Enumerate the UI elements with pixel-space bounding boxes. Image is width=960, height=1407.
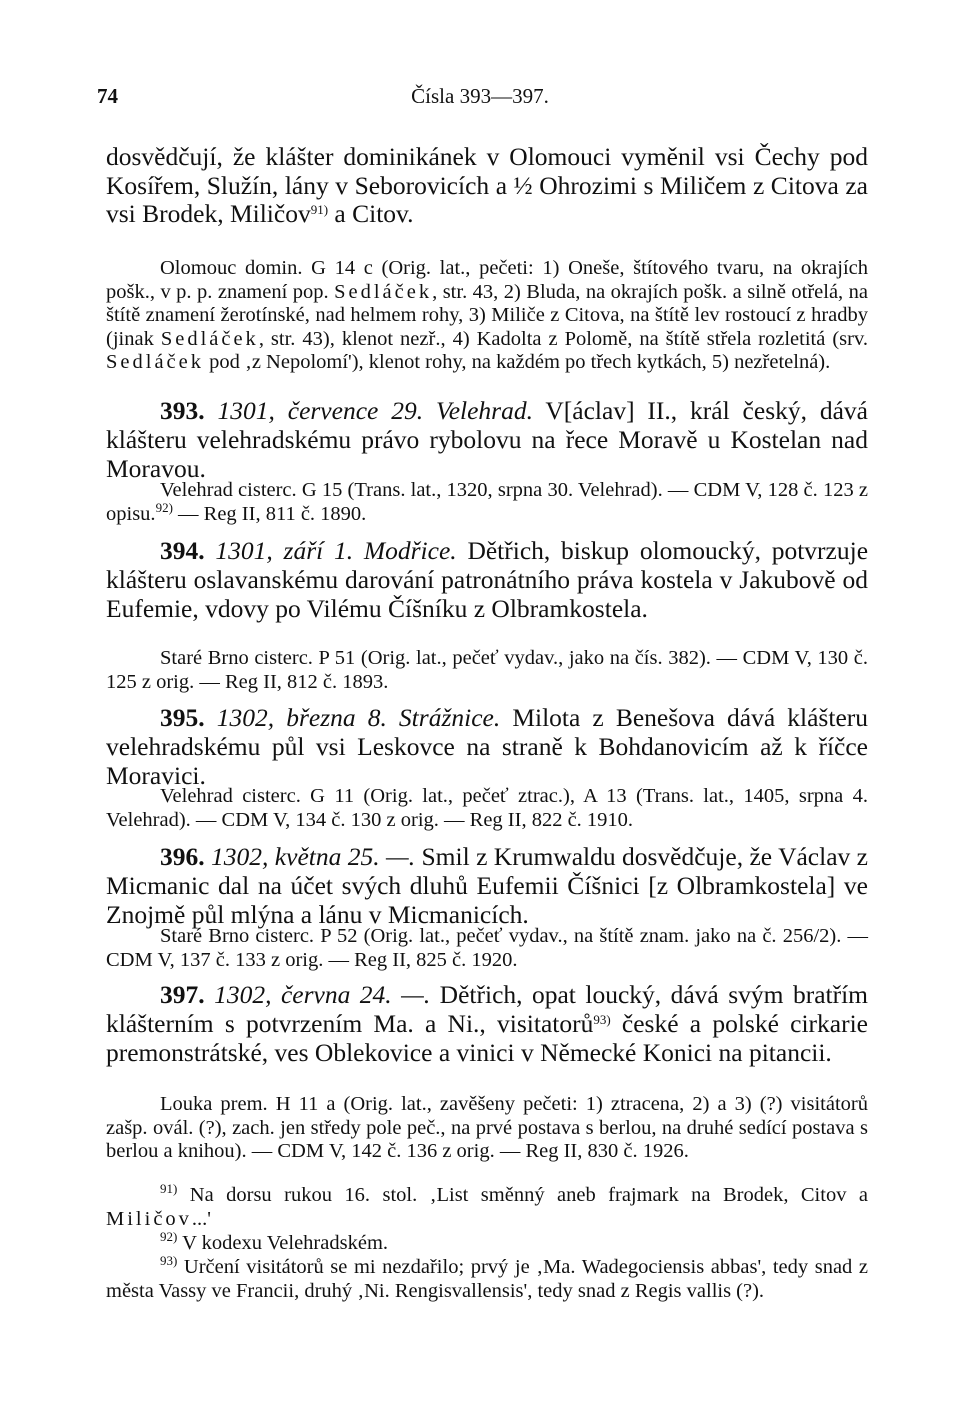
entry-394-source	[106, 647, 868, 694]
footnote-text: Určení visitátorů se mi nezdařilo; prvý je ‚Ma. Wadegociensis abbas', tedy snad z města Vassy ve Francii, druhý ‚Ni. Rengisvallensis', tedy snad z Regis vallis (?).	[106, 1256, 868, 1302]
running-title: Čísla 393—397.	[411, 84, 549, 108]
entry-396-source	[106, 925, 868, 972]
intro-source	[106, 257, 868, 375]
entry-date: 1302, května 25. —.	[211, 842, 416, 871]
spaced-name: Sedláček	[106, 351, 204, 373]
source-text: , str. 43, 2) Bluda, na okrajích pošk. a silně otřelá, na štítě znamení žerotínské, nad helmem rohy, 3) Miliče z Citova, na štítě lev rostoucí z hradby (jinak	[106, 280, 868, 350]
entry-text: Milota z Benešova dává klášteru velehradskému půl vsi Leskovce na straně k Bohdanovicím až k říčce Moravici.	[106, 703, 869, 790]
intro-text-end: a Citov.	[328, 199, 414, 228]
footnote-92	[106, 1229, 868, 1256]
entry-text: Smil z Krumwaldu dosvědčuje, že Václav z Micmanic dal na účet svých dluhů Eufemii Číšnici [z Olbramkostela] ve Znojmě půl mlýna a lánu v Micmanicích.	[106, 842, 868, 929]
entry-397	[106, 980, 868, 1067]
footnote-mark: 91)	[160, 1181, 178, 1196]
entry-text-end: české a polské cirkarie premonstrátské, ves Oblekovice a vinici v Německé Konici na pitancii.	[106, 1009, 868, 1067]
footnote-mark: 92)	[160, 1229, 178, 1244]
intro-text: dosvědčují, že klášter dominikánek v Olomouci vyměnil vsi Čechy pod Kosířem, Služín, lány v Seborovicích a ½ Ohrozimi s Miličem z Citova za vsi Brodek, Miličov	[106, 142, 868, 228]
footnote-mark: 93)	[160, 1253, 178, 1268]
entry-number: 397.	[160, 980, 205, 1009]
footnote-91	[106, 1181, 868, 1232]
footnote-text: V kodexu Velehradském.	[177, 1232, 389, 1254]
footnote-ref: 92)	[155, 499, 173, 515]
entry-number: 396.	[160, 842, 205, 871]
footnote-93	[106, 1253, 868, 1304]
footnote-ref: 93)	[593, 1012, 611, 1027]
entry-395	[106, 703, 868, 790]
entry-date: 1302, března 8. Strážnice.	[216, 703, 501, 732]
entry-394	[106, 536, 868, 623]
entry-number: 395.	[160, 703, 205, 732]
source-text: Velehrad cisterc. G 11 (Orig. lat., pečeť ztrac.), A 13 (Trans. lat., 1405, srpna 4. Velehrad). — CDM V, 134 č. 130 z orig. — Reg II, 822 č. 1910.	[106, 785, 868, 831]
intro-paragraph	[106, 143, 868, 229]
page-number: 74	[97, 84, 118, 108]
entry-text: V[áclav] II., král český, dává klášteru velehradskému právo rybolovu na řece Moravě u Kostelan nad Moravou.	[106, 396, 868, 483]
source-text: Velehrad cisterc. G 15 (Trans. lat., 1320, srpna 30. Velehrad). — CDM V, 128 č. 123 z opisu.	[106, 479, 868, 525]
source-text-end: — Reg II, 811 č. 1890.	[172, 502, 367, 525]
entry-393	[106, 396, 868, 483]
entry-number: 394.	[160, 536, 205, 565]
spaced-name: Sedláček	[160, 327, 259, 350]
entry-393-source	[106, 479, 868, 526]
entry-396	[106, 842, 868, 929]
source-text: Staré Brno cisterc. P 52 (Orig. lat., pečeť vydav., na štítě znam. jako na č. 256/2). — CDM V, 137 č. 133 z orig. — Reg II, 825 č. 1920.	[106, 925, 868, 971]
entry-text: Dětřich, biskup olomoucký, potvrzuje klášteru oslavanskému darování patronátního práva kostela v Jakubově od Eufemie, vdovy po Vilému Číšníku z Olbramkostela.	[106, 536, 869, 623]
page-header	[0, 84, 960, 114]
entry-number: 393.	[160, 396, 205, 425]
source-text: Louka prem. H 11 a (Orig. lat., zavěšeny pečeti: 1) ztracena, 2) a 3) (?) visitátorů zašp. ovál. (?), zach. jen středy pole peč., na prvé postava s berlou, na druhé sedící postava s berlou a knihou). — CDM V, 142 č. 136 z orig. — Reg II, 830 č. 1926.	[106, 1093, 868, 1162]
source-text: pod ‚z Nepolomí'), klenot rohy, na každém po třech kytkách, 5) nezřetelná).	[204, 351, 831, 373]
entry-397-source	[106, 1093, 868, 1164]
source-text: Olomouc domin. G 14 c (Orig. lat., pečeti: 1) Oneše, štítového tvaru, na okrajích pošk., v p. p. znamení pop.	[106, 257, 868, 303]
footnote-text: Na dorsu rukou 16. stol. ‚List směnný aneb frajmark na Brodek, Citov a	[177, 1184, 868, 1206]
entry-date: 1302, června 24. —.	[214, 980, 431, 1009]
source-text: Staré Brno cisterc. P 51 (Orig. lat., pečeť vydav., jako na čís. 382). — CDM V, 130 č. 125 z orig. — Reg II, 812 č. 1893.	[106, 647, 868, 693]
entry-date: 1301, července 29. Velehrad.	[217, 396, 533, 425]
entry-395-source	[106, 785, 868, 832]
footnote-ref: 91)	[310, 202, 329, 217]
spaced-name: Miličov	[106, 1207, 192, 1230]
footnote-text-end: ...'	[191, 1207, 211, 1230]
source-text: , str. 43), klenot nezř., 4) Kadolta z Polomě, na štítě střela rozletitá (srv.	[258, 327, 869, 350]
entry-date: 1301, září 1. Modřice.	[215, 536, 457, 565]
entry-text: Dětřich, opat loucký, dává svým bratřím klášterním s potvrzením Ma. a Ni., visitatorů	[106, 980, 869, 1038]
spaced-name: Sedláček	[334, 280, 433, 303]
